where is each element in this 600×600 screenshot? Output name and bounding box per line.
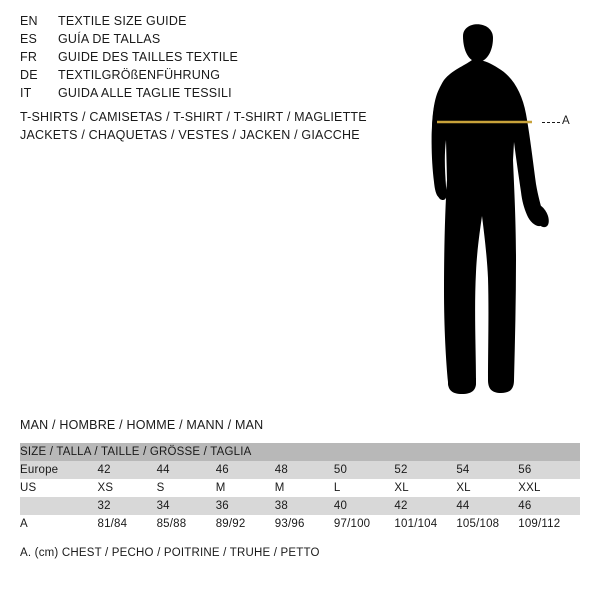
language-text: GUIDE DES TAILLES TEXTILE (58, 50, 239, 64)
language-row (20, 14, 360, 32)
table-row (20, 479, 580, 497)
cell: XL (394, 479, 456, 497)
category-jackets: JACKETS / CHAQUETAS / VESTES / JACKEN / GIACCHE (20, 128, 360, 142)
cell: XS (97, 479, 156, 497)
row-label: Europe (20, 461, 97, 479)
table-row (20, 515, 580, 533)
cell: 52 (394, 461, 456, 479)
cell: 40 (334, 497, 395, 515)
row-label: US (20, 479, 97, 497)
language-code: IT (20, 86, 32, 100)
row-label (20, 497, 97, 515)
category-tshirts: T-SHIRTS / CAMISETAS / T-SHIRT / T-SHIRT / MAGLIETTE (20, 110, 367, 124)
cell: 46 (518, 497, 580, 515)
cell: M (275, 479, 334, 497)
cell: L (334, 479, 395, 497)
cell: 89/92 (216, 515, 275, 533)
language-text: GUIDA ALLE TAGLIE TESSILI (58, 86, 232, 100)
table-footnote: A. (cm) CHEST / PECHO / POITRINE / TRUHE / PETTO (20, 547, 320, 559)
cell: 38 (275, 497, 334, 515)
cell: 109/112 (518, 515, 580, 533)
cell: XXL (518, 479, 580, 497)
table-title-man: MAN / HOMBRE / HOMME / MANN / MAN (20, 418, 264, 432)
cell: S (157, 479, 216, 497)
language-text: GUÍA DE TALLAS (58, 32, 161, 46)
language-text: TEXTILE SIZE GUIDE (58, 14, 187, 28)
cell: 85/88 (157, 515, 216, 533)
language-text: TEXTILGRÖßENFÜHRUNG (58, 68, 221, 82)
cell: 81/84 (97, 515, 156, 533)
category-list (20, 110, 380, 146)
cell: 42 (97, 461, 156, 479)
measurement-dash-line (542, 122, 560, 123)
cell: XL (456, 479, 518, 497)
language-list (20, 14, 360, 104)
cell: 46 (216, 461, 275, 479)
language-code: FR (20, 50, 38, 64)
table-header-label: SIZE / TALLA / TAILLE / GRÖSSE / TAGLIA (20, 443, 580, 461)
male-body-figure (400, 10, 600, 410)
cell: M (216, 479, 275, 497)
language-code: ES (20, 32, 38, 46)
language-code: DE (20, 68, 38, 82)
language-row (20, 86, 360, 104)
cell: 34 (157, 497, 216, 515)
cell: 50 (334, 461, 395, 479)
language-row (20, 32, 360, 50)
row-label: A (20, 515, 97, 533)
cell: 44 (456, 497, 518, 515)
cell: 44 (157, 461, 216, 479)
table-row (20, 497, 580, 515)
cell: 101/104 (394, 515, 456, 533)
cell: 54 (456, 461, 518, 479)
cell: 56 (518, 461, 580, 479)
cell: 93/96 (275, 515, 334, 533)
language-row (20, 50, 360, 68)
cell: 105/108 (456, 515, 518, 533)
cell: 48 (275, 461, 334, 479)
size-table (20, 443, 580, 533)
body-silhouette-icon (400, 10, 600, 410)
language-code: EN (20, 14, 38, 28)
table-row (20, 461, 580, 479)
cell: 42 (394, 497, 456, 515)
language-row (20, 68, 360, 86)
cell: 32 (97, 497, 156, 515)
cell: 36 (216, 497, 275, 515)
measurement-label-a: A (562, 115, 571, 127)
cell: 97/100 (334, 515, 395, 533)
table-header-row (20, 443, 580, 461)
